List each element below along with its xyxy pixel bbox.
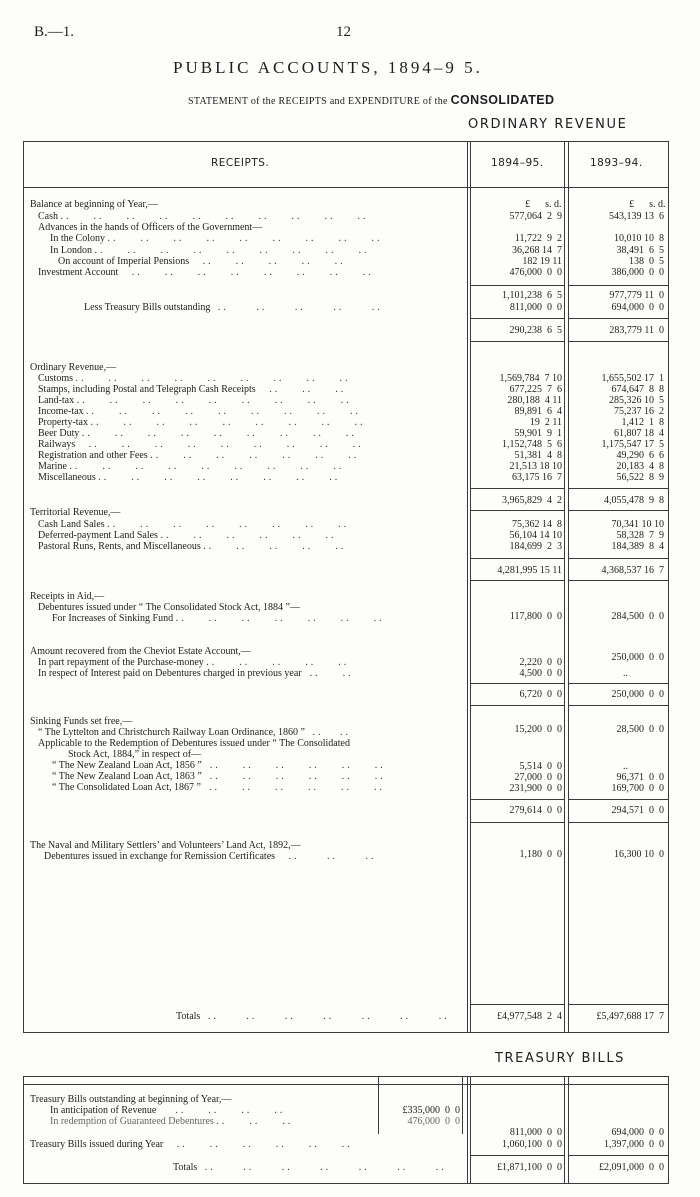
label: Income-tax	[38, 406, 84, 417]
value-1893: 138 0 5	[629, 256, 664, 267]
rule	[470, 488, 564, 489]
column-header-receipts: RECEIPTS.	[211, 157, 270, 169]
table-bottom-border	[23, 1032, 669, 1033]
label: Deferred-payment Land Sales	[38, 530, 158, 541]
rule	[470, 318, 564, 319]
row-label: Pastoral Runs, Rents, and Miscellaneous .. .. .. .. ..	[38, 541, 347, 552]
totals-label: Totals	[173, 1162, 198, 1173]
value-1894: 1,569,784 7 10	[499, 373, 562, 384]
rule	[568, 558, 668, 559]
value-1894: 476,000 0 0	[509, 267, 562, 278]
total-1894: £4,977,548 2 4	[497, 1011, 562, 1022]
treasury-left-border	[23, 1076, 24, 1183]
settlers-heading: The Naval and Military Settlers’ and Volunteers’ Land Act, 1892,—	[30, 840, 301, 851]
document-id: B.—1.	[34, 24, 75, 40]
value-1893: 674,647 8 8	[611, 384, 664, 395]
value-1893: 694,000 0 0	[611, 302, 664, 313]
value-1894: 27,000 0 0	[514, 772, 562, 783]
label: Marine	[38, 461, 67, 472]
subtotal-1894: 279,614 0 0	[509, 805, 562, 816]
row-label: In the Colony .. .. .. .. .. .. .. .. ..	[50, 233, 383, 244]
pence-unit: d.	[554, 199, 562, 210]
value-1893: 694,000 0 0	[611, 1127, 664, 1138]
value-1893: 285,326 10 5	[609, 395, 664, 406]
row-label: “ The New Zealand Loan Act, 1863 ” .. .. .. .. .. ..	[52, 771, 386, 782]
treasury-header-border	[23, 1084, 669, 1085]
rule	[470, 558, 564, 559]
totals-label: Totals	[176, 1011, 201, 1022]
label: In redemption of Guaranteed Debentures	[50, 1116, 214, 1127]
page-title: PUBLIC ACCOUNTS, 1894–9 5.	[173, 58, 483, 77]
label: Treasury Bills issued during Year	[30, 1139, 164, 1150]
table-top-border	[23, 141, 669, 142]
rule	[568, 705, 668, 706]
label: Less Treasury Bills outstanding	[84, 302, 211, 313]
total-1893: £2,091,000 0 0	[599, 1162, 664, 1173]
label: Cash	[38, 211, 58, 222]
value-1894: 51,381 4 8	[514, 450, 562, 461]
label: Debentures issued in exchange for Remission Certificates	[44, 851, 276, 862]
row-label: Stock Act, 1884,” in respect of—	[68, 749, 202, 760]
rule	[470, 705, 564, 706]
row-label: In redemption of Guaranteed Debentures .. .. ..	[50, 1116, 294, 1127]
value-1894: 1,180 0 0	[519, 849, 562, 860]
rule	[470, 799, 564, 800]
label: Property-tax	[38, 417, 88, 428]
units-1893	[568, 199, 668, 211]
value-1893: 70,341 10 10	[611, 519, 664, 530]
pound-unit: £	[525, 199, 531, 210]
value-1894: 811,000 0 0	[509, 1127, 562, 1138]
row-label: Investment Account .. .. .. .. .. .. .. ..	[38, 267, 374, 278]
inner-column-divider	[378, 1076, 379, 1134]
subtotal-1894: 3,965,829 4 2	[502, 495, 562, 506]
label: In anticipation of Revenue	[50, 1105, 157, 1116]
treasury-right-border	[668, 1076, 669, 1183]
value-1894: 63,175 16 7	[512, 472, 562, 483]
totals-label-row: Totals .. .. .. .. .. .. ..	[176, 1011, 450, 1022]
value-1893: 1,655,502 17 1	[601, 373, 664, 384]
label: “ The Lyttelton and Christchurch Railway Loan Ordinance, 1860 ”	[38, 727, 305, 738]
value-1894: 184,699 2 3	[509, 541, 562, 552]
subtotal-1894: 1,101,238 6 5	[502, 290, 562, 301]
value-1894: 4,500 0 0	[519, 668, 562, 679]
rule	[568, 488, 668, 489]
column-header-1894: 1894–95.	[491, 157, 544, 169]
subtotal-1893: 4,055,478 9 8	[604, 495, 664, 506]
label: Cash Land Sales	[38, 519, 105, 530]
value-1894: 117,800 0 0	[509, 611, 562, 622]
units-1894	[470, 199, 564, 211]
total-1893: £5,497,688 17 7	[596, 1011, 664, 1022]
value-1893: 1,397,000 0 0	[604, 1139, 664, 1150]
label: Land-tax	[38, 395, 75, 406]
rule	[470, 580, 564, 581]
value-1894: 182 19 11	[522, 256, 562, 267]
value-1893: 56,522 8 9	[616, 472, 664, 483]
value-1893: 169,700 0 0	[611, 783, 664, 794]
subtotal-1893: 294,571 0 0	[611, 805, 664, 816]
row-label: Cash .. .. .. .. .. .. .. .. .. ..	[38, 211, 369, 222]
inner-value: £335,000 0 0	[402, 1105, 460, 1116]
value-1894: 2,220 0 0	[519, 657, 562, 668]
row-label: Property-tax .. .. .. .. .. .. .. .. ..	[38, 417, 366, 428]
column-divider	[564, 1076, 565, 1183]
inner-value: 476,000 0 0	[407, 1116, 460, 1127]
subtotal-1894: 4,281,995 15 11	[497, 565, 562, 576]
row-label: Income-tax .. .. .. .. .. .. .. .. ..	[38, 406, 362, 417]
sinking-heading: Sinking Funds set free,—	[30, 716, 133, 727]
value-1893: 49,290 6 6	[616, 450, 664, 461]
row-label: In respect of Interest paid on Debentures charged in previous year .. ..	[38, 668, 354, 679]
pence-unit: d.	[658, 199, 666, 210]
rule	[470, 285, 564, 286]
rule	[568, 580, 668, 581]
row-label: Beer Duty .. .. .. .. .. .. .. .. ..	[38, 428, 357, 439]
rule	[470, 1004, 564, 1005]
label: For Increases of Sinking Fund	[52, 613, 174, 624]
inner-column-divider	[462, 1076, 463, 1134]
net-1894: 290,238 6 5	[509, 325, 562, 336]
row-label: For Increases of Sinking Fund .. .. .. .. .. .. ..	[52, 613, 385, 624]
value-1893: 38,491 6 5	[616, 245, 664, 256]
label: Miscellaneous	[38, 472, 96, 483]
value-1893: 250,000 0 0	[611, 652, 664, 663]
value-1893: 96,371 0 0	[616, 772, 664, 783]
value-1893: 386,000 0 0	[611, 267, 664, 278]
statement-text: STATEMENT of the RECEIPTS and EXPENDITURE of the	[188, 96, 448, 107]
section-title: ORDINARY REVENUE	[468, 117, 628, 132]
rule	[568, 822, 668, 823]
label: “ The Consolidated Loan Act, 1867 ”	[52, 782, 201, 793]
label: Stamps, including Postal and Telegraph Cash Receipts	[38, 384, 256, 395]
value-1894: 89,891 6 4	[514, 406, 562, 417]
row-label: Land-tax .. .. .. .. .. .. .. .. ..	[38, 395, 352, 406]
row-label: Less Treasury Bills outstanding .. .. .. .. ..	[84, 302, 383, 313]
value-1894: 1,060,100 0 0	[502, 1139, 562, 1150]
row-label: On account of Imperial Pensions .. .. .. .. ..	[58, 256, 346, 267]
rule	[568, 1004, 668, 1005]
aid-heading: Receipts in Aid,—	[30, 591, 105, 602]
totals-label-row: Totals .. .. .. .. .. .. ..	[173, 1162, 447, 1173]
value-1894: 677,225 7 6	[509, 384, 562, 395]
table-right-border	[668, 141, 669, 1032]
value-1894: 11,722 9 2	[514, 233, 562, 244]
subtotal-1893: 4,368,537 16 7	[601, 565, 664, 576]
row-label: In London .. .. .. .. .. .. .. .. ..	[50, 245, 370, 256]
row-label: Customs .. .. .. .. .. .. .. .. ..	[38, 373, 351, 384]
rule	[470, 341, 564, 342]
value-1894: 56,104 14 10	[509, 530, 562, 541]
value-1894: 15,200 0 0	[514, 724, 562, 735]
value-1893: 20,183 4 8	[616, 461, 664, 472]
label: In part repayment of the Purchase-money	[38, 657, 204, 668]
rule	[568, 341, 668, 342]
balance-heading: Balance at beginning of Year,—	[30, 199, 158, 210]
label: Beer Duty	[38, 428, 80, 439]
row-label: Debentures issued under “ The Consolidated Stock Act, 1884 ”—	[38, 602, 300, 613]
table-header-border	[23, 187, 669, 188]
rule	[568, 318, 668, 319]
value-1894: 21,513 18 10	[509, 461, 562, 472]
treasury-heading: Treasury Bills outstanding at beginning of Year,—	[30, 1094, 232, 1105]
value-1893: 10,010 10 8	[614, 233, 664, 244]
label: On account of Imperial Pensions	[58, 256, 190, 267]
label: In the Colony	[50, 233, 105, 244]
row-label: “ The Lyttelton and Christchurch Railway Loan Ordinance, 1860 ” .. ..	[38, 727, 351, 738]
value-1894: 811,000 0 0	[509, 302, 562, 313]
rule	[470, 510, 564, 511]
label: Registration and other Fees	[38, 450, 148, 461]
value-1893: 75,237 16 2	[614, 406, 664, 417]
rule	[568, 510, 668, 511]
cheviot-heading: Amount recovered from the Cheviot Estate Account,—	[30, 646, 251, 657]
value-1893: 28,500 0 0	[616, 724, 664, 735]
value-1894: 36,268 14 7	[512, 245, 562, 256]
rule	[568, 285, 668, 286]
territorial-heading: Territorial Revenue,—	[30, 507, 121, 518]
value-1893: 184,389 8 4	[611, 541, 664, 552]
row-label: Treasury Bills issued during Year .. .. .. .. .. ..	[30, 1139, 353, 1150]
value-1893: 16,300 10 0	[614, 849, 664, 860]
net-1893: 283,779 11 0	[609, 325, 664, 336]
rule	[470, 822, 564, 823]
row-label: Registration and other Fees .. .. .. .. .. .. ..	[38, 450, 360, 461]
value-1893: 1,175,547 17 5	[601, 439, 664, 450]
value-1894: 1,152,748 5 6	[502, 439, 562, 450]
column-divider	[564, 141, 565, 1032]
row-label: Cash Land Sales .. .. .. .. .. .. .. ..	[38, 519, 350, 530]
value-1894: 280,188 4 11	[507, 395, 562, 406]
label: “ The New Zealand Loan Act, 1856 ”	[52, 760, 202, 771]
subtotal-1894: 6,720 0 0	[519, 689, 562, 700]
label: In respect of Interest paid on Debentures charged in previous year	[38, 668, 302, 679]
label: Investment Account	[38, 267, 119, 278]
treasury-top-border	[23, 1076, 669, 1077]
table-left-border	[23, 141, 24, 1032]
value-1893: ..	[623, 668, 628, 679]
row-label: Stamps, including Postal and Telegraph Cash Receipts .. .. ..	[38, 384, 347, 395]
rule	[568, 683, 668, 684]
rule	[568, 1155, 668, 1156]
value-1894: 75,362 14 8	[512, 519, 562, 530]
subtotal-1893: 977,779 11 0	[609, 290, 664, 301]
label: “ The New Zealand Loan Act, 1863 ”	[52, 771, 202, 782]
treasury-bottom-border	[23, 1183, 669, 1184]
treasury-section-title: TREASURY BILLS	[495, 1051, 626, 1066]
rule	[470, 1155, 564, 1156]
row-label: Debentures issued in exchange for Remission Certificates .. .. ..	[44, 851, 377, 862]
row-label: Applicable to the Redemption of Debentures issued under “ The Consolidated	[38, 738, 350, 749]
shilling-unit: s.	[649, 199, 656, 210]
row-label: In part repayment of the Purchase-money .. .. .. .. ..	[38, 657, 350, 668]
rule	[470, 683, 564, 684]
value-1893: 1,412 1 8	[621, 417, 664, 428]
subtotal-1893: 250,000 0 0	[611, 689, 664, 700]
column-divider	[467, 141, 468, 1032]
row-label: Railways .. .. .. .. .. .. .. .. ..	[38, 439, 364, 450]
value-1894: 5,514 0 0	[519, 761, 562, 772]
value-1893: 58,328 7 9	[616, 530, 664, 541]
row-label: In anticipation of Revenue .. .. .. ..	[50, 1105, 286, 1116]
pound-unit: £	[629, 199, 635, 210]
label: Customs	[38, 373, 74, 384]
row-label: “ The New Zealand Loan Act, 1856 ” .. .. .. .. .. ..	[52, 760, 386, 771]
shilling-unit: s.	[545, 199, 552, 210]
rule	[568, 799, 668, 800]
row-label: “ The Consolidated Loan Act, 1867 ” .. .. .. .. .. ..	[52, 782, 385, 793]
statement-heading	[188, 93, 554, 107]
value-1893: 284,500 0 0	[611, 611, 664, 622]
row-label: Miscellaneous .. .. .. .. .. .. .. ..	[38, 472, 341, 483]
label: Pastoral Runs, Rents, and Miscellaneous	[38, 541, 201, 552]
value-1894: 231,900 0 0	[509, 783, 562, 794]
value-1894: 577,064 2 9	[509, 211, 562, 222]
value-1894: 19 2 11	[529, 417, 562, 428]
statement-bold: CONSOLIDATED	[450, 93, 555, 107]
column-header-1893: 1893–94.	[590, 157, 643, 169]
page-number: 12	[336, 24, 351, 40]
label: Railways	[38, 439, 76, 450]
value-1893: 543,139 13 6	[609, 211, 664, 222]
value-1893: ..	[623, 761, 628, 772]
value-1893: 61,807 18 4	[614, 428, 664, 439]
column-divider	[467, 1076, 468, 1183]
row-label: Deferred-payment Land Sales .. .. .. .. .. ..	[38, 530, 337, 541]
ordinary-heading: Ordinary Revenue,—	[30, 362, 117, 373]
row-label: Advances in the hands of Officers of the Government—	[38, 222, 263, 233]
value-1894: 59,901 9 1	[514, 428, 562, 439]
total-1894: £1,871,100 0 0	[497, 1162, 562, 1173]
label: In London	[50, 245, 92, 256]
row-label: Marine .. .. .. .. .. .. .. .. ..	[38, 461, 345, 472]
